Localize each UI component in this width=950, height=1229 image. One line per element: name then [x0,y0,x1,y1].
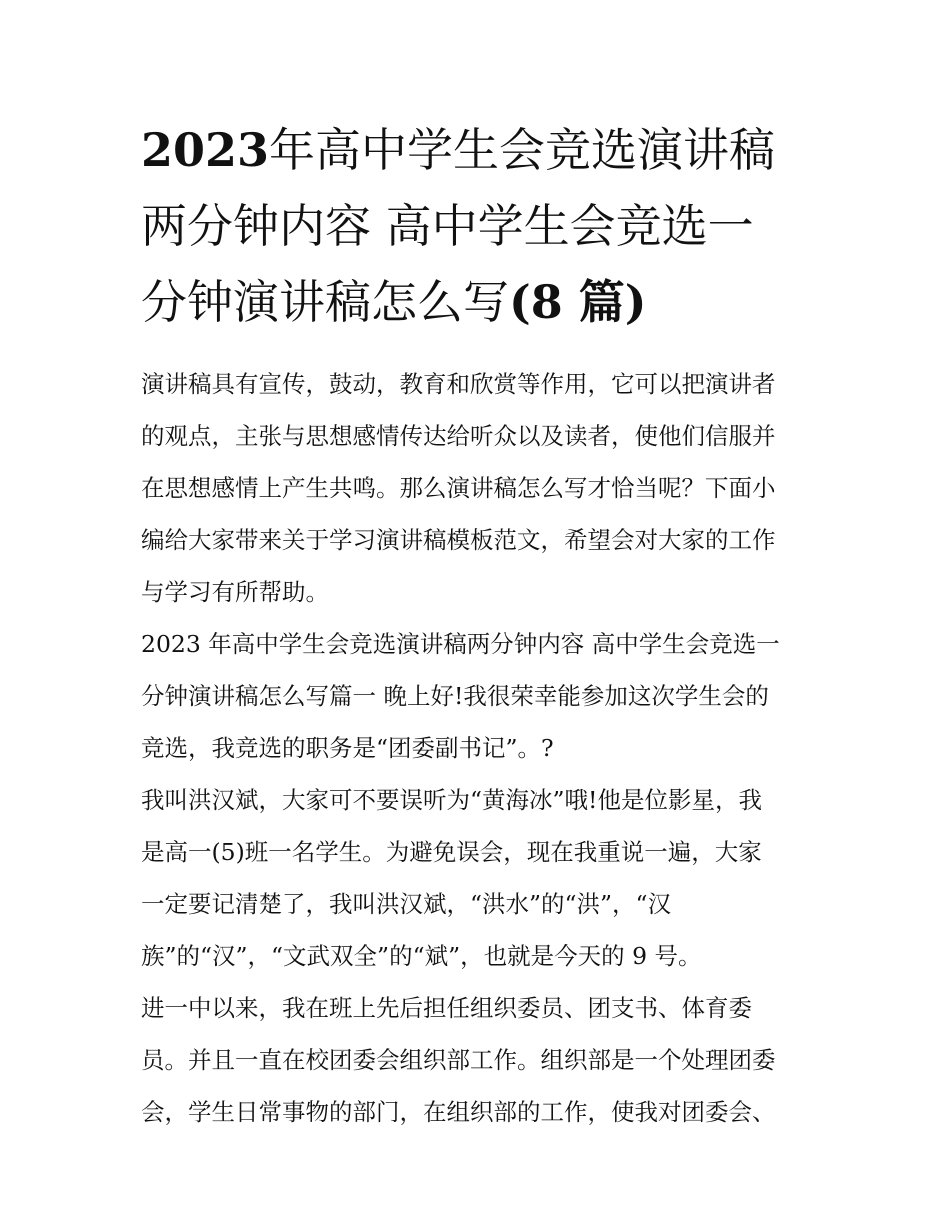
title-line-2: 两分钟内容 高中学生会竞选一 [141,199,754,253]
document-body [141,358,813,1138]
body-line: 的观点，主张与思想感情传达给听众以及读者，使他们信服并 [141,422,776,450]
body-line: 进一中以来，我在班上先后担任组织委员、团支书、体育委 [141,994,752,1022]
body-line: 2023 年高中学生会竞选演讲稿两分钟内容 高中学生会竞选一 [141,630,780,658]
document-page [141,112,813,1138]
title-line-1 [141,112,813,188]
body-line: 与学习有所帮助。 [141,578,329,606]
document-title [141,112,813,340]
body-line: 族”的“汉”，“文武双全”的“斌”，也就是今天的 9 号。 [141,942,702,970]
body-line: 是高一(5)班一名学生。为避免误会，现在我重说一遍，大家 [141,838,762,866]
title-line-3-text: 分钟演讲稿怎么写 [141,275,509,329]
title-count: (8 篇) [509,275,647,329]
body-line: 员。并且一直在校团委会组织部工作。组织部是一个处理团委 [141,1046,776,1074]
title-line-1-text: 年高中学生会竞选演讲稿 [269,123,776,177]
body-line: 演讲稿具有宣传，鼓动，教育和欣赏等作用，它可以把演讲者 [141,370,776,398]
title-line-3 [141,264,813,340]
body-line: 编给大家带来关于学习演讲稿模板范文，希望会对大家的工作 [141,526,776,554]
title-year: 2023 [141,123,270,177]
body-line: 分钟演讲稿怎么写篇一 晚上好!我很荣幸能参加这次学生会的 [141,682,769,710]
body-line: 一定要记清楚了，我叫洪汉斌，“洪水”的“洪”，“汉 [141,890,672,918]
body-line: 会，学生日常事物的部门，在组织部的工作，使我对团委会、 [141,1098,776,1126]
body-line: 我叫洪汉斌，大家可不要误听为“黄海冰”哦!他是位影星，我 [141,786,762,814]
body-line: 在思想感情上产生共鸣。那么演讲稿怎么写才恰当呢？下面小 [141,474,776,502]
body-line: 竞选，我竞选的职务是“团委副书记”。? [141,734,554,762]
